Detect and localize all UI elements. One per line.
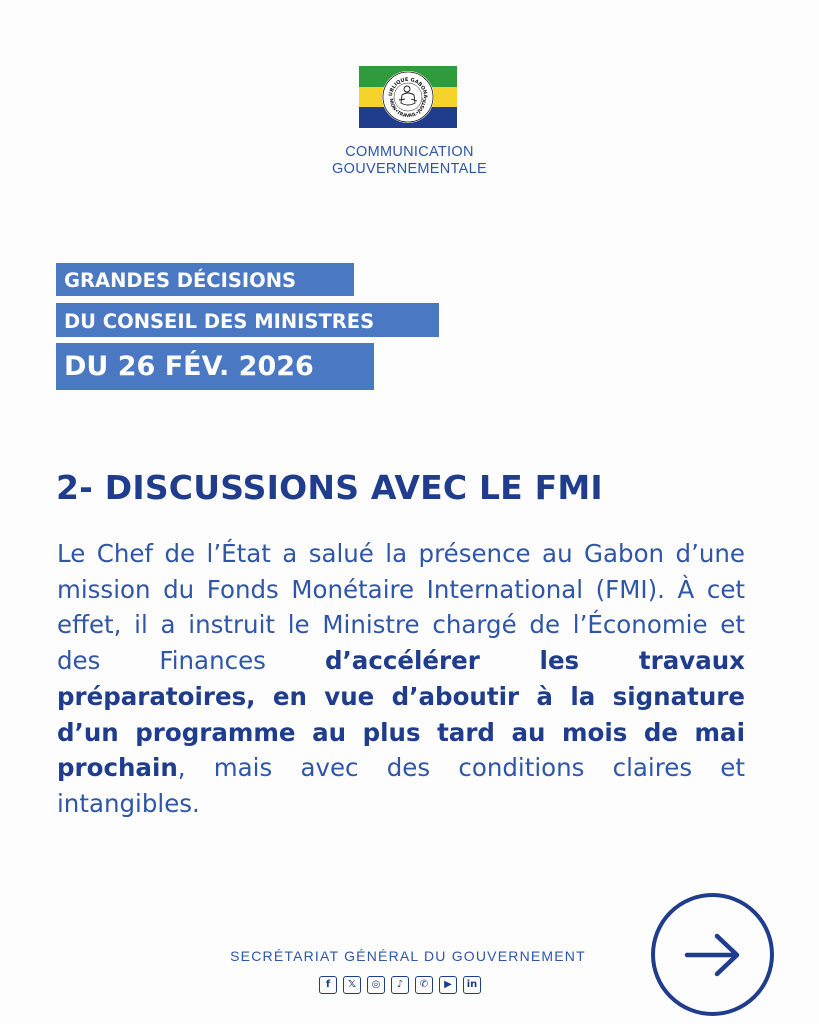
- youtube-icon[interactable]: ▶: [439, 976, 457, 994]
- section-body: [57, 536, 745, 822]
- gabon-flag-emblem: [359, 66, 457, 128]
- facebook-icon[interactable]: f: [319, 976, 337, 994]
- body-end: , mais avec des conditions claires et intangibles.: [57, 753, 745, 818]
- emblem-bottom-text: NION•TRAVAIL•JUSTIC: [387, 97, 429, 120]
- org-line-1: COMMUNICATION: [345, 144, 474, 160]
- next-button[interactable]: [651, 893, 774, 1016]
- whatsapp-icon[interactable]: ✆: [415, 976, 433, 994]
- title-band-1: GRANDES DÉCISIONS: [56, 263, 354, 296]
- instagram-icon[interactable]: ◎: [367, 976, 385, 994]
- organization-name: [0, 144, 819, 178]
- org-line-2: GOUVERNEMENTALE: [332, 161, 487, 177]
- title-band-2: DU CONSEIL DES MINISTRES: [56, 303, 439, 337]
- tiktok-icon[interactable]: ♪: [391, 976, 409, 994]
- linkedin-icon[interactable]: in: [463, 976, 481, 994]
- body-highlight: d’accélérer les travaux préparatoires, en vue d’aboutir à la signature d’un programme au plus tard au mois de mai prochain: [57, 646, 745, 783]
- x-icon[interactable]: 𝕏: [343, 976, 361, 994]
- emblem-top-text: UBLIQUE GABONA: [387, 76, 429, 99]
- footer-text: SECRÉTARIAT GÉNÉRAL DU GOUVERNEMENT: [230, 948, 586, 964]
- section-title: 2- DISCUSSIONS AVEC LE FMI: [56, 468, 603, 507]
- social-links: [319, 976, 481, 994]
- body-intro: Le Chef de l’État a salué la présence au Gabon d’une mission du Fonds Monétaire International (FMI). À cet effet, il a instruit le Ministre chargé de l’Économie et des Finances: [57, 539, 745, 676]
- arrow-right-icon: [681, 930, 745, 980]
- title-band-date: DU 26 FÉV. 2026: [56, 343, 374, 390]
